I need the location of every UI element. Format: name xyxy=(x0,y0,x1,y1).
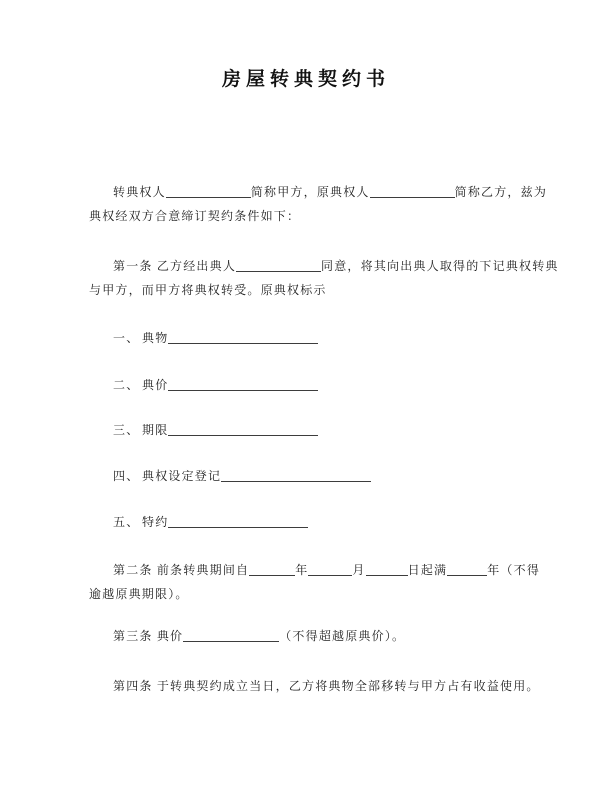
item-label: 典价 xyxy=(142,378,169,392)
item-number: 五、 xyxy=(113,515,140,529)
fill-in-blank-term xyxy=(168,422,318,436)
item-number: 二、 xyxy=(113,378,140,392)
article-2-heading: 第二条 xyxy=(113,563,153,577)
article-2-text-line2: 逾越原典期限）。 xyxy=(89,587,189,601)
item-label: 典权设定登记 xyxy=(142,469,222,483)
item-number: 四、 xyxy=(113,469,140,483)
intro-paragraph xyxy=(89,180,547,228)
intro-text-2: 简称甲方，原典权人 xyxy=(250,185,370,199)
fill-in-blank-duration-years xyxy=(447,562,487,576)
article-2-text-4: 日起满 xyxy=(407,563,448,577)
item-number: 三、 xyxy=(113,423,140,437)
item-label: 典物 xyxy=(142,331,169,345)
article-4-heading: 第四条 xyxy=(113,679,153,693)
intro-text-line2: 典权经双方合意缔订契约条件如下： xyxy=(89,209,301,223)
fill-in-blank-party-a-name xyxy=(166,184,251,198)
fill-in-blank-price xyxy=(168,377,318,391)
document-title: 房屋转典契约书 xyxy=(221,69,390,90)
article-2 xyxy=(89,558,540,606)
article-2-text-5: 年（不得 xyxy=(487,563,541,577)
fill-in-blank-registration xyxy=(221,468,371,482)
intro-text-1: 转典权人 xyxy=(113,185,166,199)
pledge-item-price xyxy=(113,373,318,397)
article-1-text-2: 同意，将其向出典人取得的下记典权转典 xyxy=(321,259,559,273)
fill-in-blank-original-pledgor xyxy=(236,258,321,272)
article-1-heading: 第一条 xyxy=(113,259,153,273)
fill-in-blank-start-year xyxy=(249,562,295,576)
article-3-heading: 第三条 xyxy=(113,629,153,643)
article-3-text-1: 典价 xyxy=(156,629,184,643)
article-2-text-3: 月 xyxy=(352,563,366,577)
article-1-text-line2: 与甲方，而甲方将典权转受。原典权标示 xyxy=(89,283,327,297)
article-4-text: 于转典契约成立当日，乙方将典物全部移转与甲方占有收益使用。 xyxy=(156,679,540,693)
item-label: 特约 xyxy=(142,515,169,529)
article-2-text-2: 年 xyxy=(295,563,309,577)
article-1 xyxy=(89,254,559,302)
pledge-item-term xyxy=(113,418,318,442)
article-2-text-1: 前条转典期间自 xyxy=(156,563,250,577)
fill-in-blank-special-terms xyxy=(168,514,308,528)
fill-in-blank-party-b-name xyxy=(370,184,455,198)
pledge-item-registration xyxy=(113,464,371,488)
intro-text-3: 简称乙方，兹为 xyxy=(454,185,548,199)
article-3 xyxy=(89,624,405,648)
pledge-item-special-terms xyxy=(113,510,308,534)
fill-in-blank-start-day xyxy=(366,562,408,576)
article-4 xyxy=(89,674,540,698)
article-1-text-1: 乙方经出典人 xyxy=(156,259,237,273)
fill-in-blank-pledge-price xyxy=(183,628,279,642)
pledge-item-property xyxy=(113,326,318,350)
item-label: 期限 xyxy=(142,423,169,437)
item-number: 一、 xyxy=(113,331,140,345)
fill-in-blank-start-month xyxy=(308,562,352,576)
fill-in-blank-property xyxy=(168,330,318,344)
article-3-text-2: （不得超越原典价）。 xyxy=(279,629,406,643)
